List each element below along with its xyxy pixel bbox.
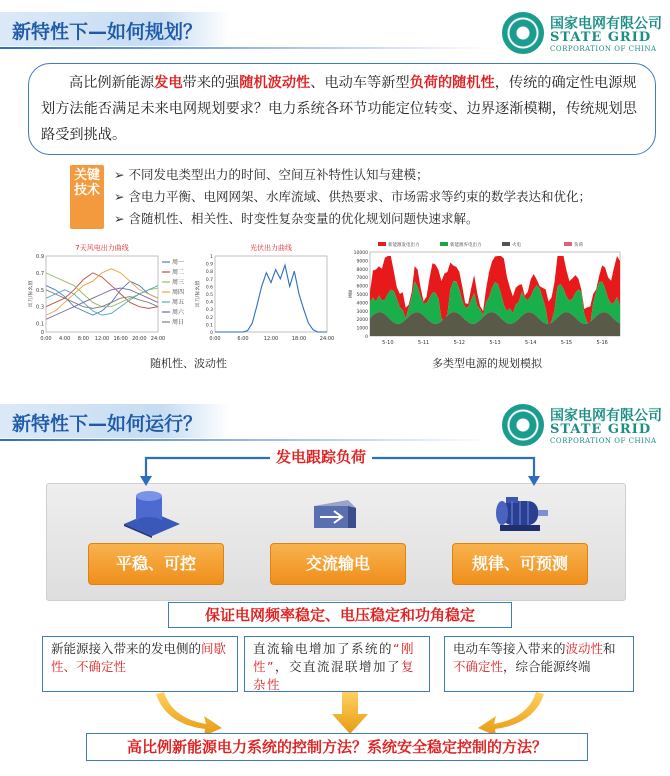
logo-cn-text: 国家电网有限公司 [550, 408, 662, 424]
callout2-highlight-1: “刚性” [253, 641, 415, 674]
y-tick-label: 0.9 [36, 254, 44, 260]
chart-title: 7天风电出力曲线 [75, 244, 129, 252]
callout3-text-2: 和 [603, 641, 616, 656]
generator-icon [122, 486, 182, 538]
y-tick-label: 3000 [356, 309, 368, 315]
legend-label: 新能源发电出力 [388, 243, 420, 248]
callout3-text-3: ，综合能源终端 [503, 659, 591, 674]
callout2-text-2: ，交直流混联增加了 [274, 659, 401, 674]
y-tick-label: 0 [40, 330, 44, 336]
section1-title: 新特性下—如何规划？ [12, 21, 203, 43]
callout3-highlight-1: 波动性 [565, 641, 604, 656]
x-tick-label: 5-15 [560, 340, 573, 346]
y-tick-label: 1000 [356, 326, 368, 332]
legend-swatch [502, 242, 510, 246]
section2-rule [0, 439, 490, 441]
tracking-label: 发电跟踪负荷 [270, 446, 372, 467]
legend-label: 周二 [172, 269, 185, 276]
callout-ev-load [444, 636, 634, 692]
control-method-question: 高比例新能源电力系统的控制方法？系统安全稳定控制的方法？ [86, 733, 588, 761]
x-tick-label: 18:00 [291, 336, 307, 342]
legend-swatch [378, 242, 386, 246]
ac-transmission-box: 交流输电 [270, 543, 406, 585]
legend-label: 周六 [172, 309, 185, 316]
motor-icon [488, 487, 552, 537]
ac-switch-icon [310, 498, 360, 532]
section2-title: 新特性下—如何运行？ [12, 413, 203, 435]
intro-text-2: 带来的强 [182, 75, 240, 91]
callout1-highlight: 间歇性、不确定性 [51, 641, 227, 674]
y-tick-label: 0.3 [205, 308, 213, 314]
y-tick-label: 0.2 [205, 315, 213, 321]
y-tick-label: 0.7 [205, 277, 213, 283]
x-tick-label: 0:00 [209, 336, 221, 342]
y-tick-label: 1 [210, 255, 213, 260]
legend-label: 火电 [512, 243, 521, 248]
x-tick-label: 5-11 [417, 340, 430, 346]
state-grid-logo [502, 12, 662, 56]
legend-label: 周五 [172, 299, 185, 306]
wind-output-chart [28, 240, 188, 348]
intro-text-4: ，传统的确定性电源规划方法能否满足未来电网规划要求？电力系统各环节功能定位转变、边界逐渐模糊，传统规划思路受到挑战。 [41, 75, 637, 143]
y-tick-label: 0.6 [205, 285, 213, 291]
stable-controllable-box: 平稳、可控 [88, 543, 224, 585]
legend-label: 周三 [172, 279, 185, 286]
y-tick-label: 0.4 [205, 300, 213, 306]
x-tick-label: 6:00 [237, 336, 249, 342]
section2-header [0, 404, 230, 438]
y-tick-label: 0.5 [205, 293, 213, 298]
planning-sim-chart [344, 238, 626, 350]
key-tech-item: ➢ 不同发电类型出力的时间、空间互补特性认知与建模； [114, 164, 591, 186]
y-tick-label: 2000 [356, 318, 368, 324]
x-tick-label: 5-14 [525, 340, 537, 346]
y-axis-label: MW [349, 289, 354, 299]
intro-highlight-2: 随机波动性 [239, 75, 311, 91]
intro-text-1: 高比例新能源 [69, 75, 155, 91]
y-axis-label: 出力/标幺值 [28, 280, 34, 308]
x-tick-label: 24:00 [150, 336, 166, 342]
regular-predictable-box: 规律、可预测 [452, 543, 588, 585]
chart-title: 光伏出力曲线 [250, 244, 292, 252]
x-tick-label: 8:00 [77, 336, 89, 342]
logo-cn-text: 国家电网有限公司 [550, 16, 662, 32]
caption-randomness: 随机性、波动性 [150, 357, 227, 370]
y-tick-label: 4000 [356, 301, 368, 307]
y-tick-label: 0.1 [205, 323, 213, 329]
key-tech-item: ➢ 含电力平衡、电网网架、水库流域、供热要求、市场需求等约束的数学表达和优化； [114, 186, 591, 208]
logo-en-text: STATE GRID [550, 30, 652, 45]
legend-label: 新能源弃电出力 [450, 243, 482, 248]
intro-highlight-3: 负荷的随机性 [409, 75, 495, 91]
callout3-highlight-2: 不确定性 [453, 659, 504, 674]
key-tech-item: ➢ 含随机性、相关性、时变性复杂变量的优化规划问题快速求解。 [114, 208, 591, 230]
section1-rule [0, 47, 490, 49]
y-tick-label: 7000 [356, 276, 368, 282]
y-tick-label: 10000 [353, 251, 368, 256]
x-tick-label: 16:00 [113, 336, 128, 342]
callout-dc-transmission [244, 636, 430, 692]
legend-label: 周日 [172, 319, 185, 326]
y-axis-label: 出力/标幺值 [195, 280, 201, 308]
logo-en-text: STATE GRID [550, 422, 652, 437]
caption-planning-sim: 多类型电源的规划模拟 [432, 357, 542, 370]
x-tick-label: 5-12 [453, 340, 465, 346]
state-grid-emblem-icon [502, 12, 544, 54]
legend-swatch [440, 242, 448, 246]
intro-paragraph [28, 63, 656, 155]
y-tick-label: 0 [210, 331, 213, 336]
callout2-highlight-2: 复杂性 [253, 659, 416, 692]
y-tick-label: 9000 [356, 259, 368, 265]
state-grid-logo-2 [502, 404, 662, 448]
intro-highlight-1: 发电 [154, 75, 183, 91]
y-tick-label: 0.9 [205, 262, 213, 268]
callout1-text: 新能源接入带来的发电侧的 [51, 641, 202, 656]
x-tick-label: 12:00 [263, 336, 279, 342]
legend-swatch [564, 242, 572, 246]
y-tick-label: 0 [365, 335, 368, 340]
y-tick-label: 0.7 [36, 270, 44, 277]
pv-output-chart [195, 240, 335, 348]
converging-arrows [150, 688, 550, 736]
callout-generation-side [42, 636, 238, 692]
key-tech-list [114, 164, 591, 230]
section1-header [0, 12, 230, 46]
y-tick-label: 0.3 [36, 304, 44, 311]
plot-area [215, 256, 327, 332]
legend-label: 周一 [172, 259, 185, 266]
logo-sub-text: CORPORATION OF CHINA [550, 437, 657, 445]
x-tick-label: 12:00 [94, 336, 110, 342]
legend-label: 负荷 [574, 243, 583, 248]
y-tick-label: 6000 [356, 284, 368, 290]
x-tick-label: 5-16 [596, 340, 608, 346]
intro-text-3: 、电动车等新型 [310, 75, 410, 91]
key-tech-badge: 关键技术 [70, 165, 104, 229]
callout2-text-1: 直流输电增加了系统的 [253, 641, 394, 656]
x-tick-label: 0:00 [40, 336, 52, 342]
x-tick-label: 20:00 [132, 336, 147, 342]
state-grid-emblem-icon [502, 404, 544, 446]
logo-sub-text: CORPORATION OF CHINA [550, 45, 657, 53]
y-tick-label: 8000 [356, 267, 368, 273]
x-tick-label: 5-10 [382, 340, 394, 346]
y-tick-label: 0.5 [36, 287, 44, 294]
y-tick-label: 5000 [356, 293, 368, 298]
guarantee-stability-title: 保证电网频率稳定、电压稳定和功角稳定 [168, 602, 512, 628]
x-tick-label: 5-13 [489, 340, 501, 346]
callout3-text-1: 电动车等接入带来的 [453, 641, 566, 656]
x-tick-label: 24:00 [319, 336, 335, 342]
legend-label: 周四 [172, 289, 185, 296]
y-tick-label: 0.8 [205, 270, 213, 276]
y-tick-label: 0.1 [36, 321, 44, 328]
x-tick-label: 4:00 [59, 336, 71, 342]
